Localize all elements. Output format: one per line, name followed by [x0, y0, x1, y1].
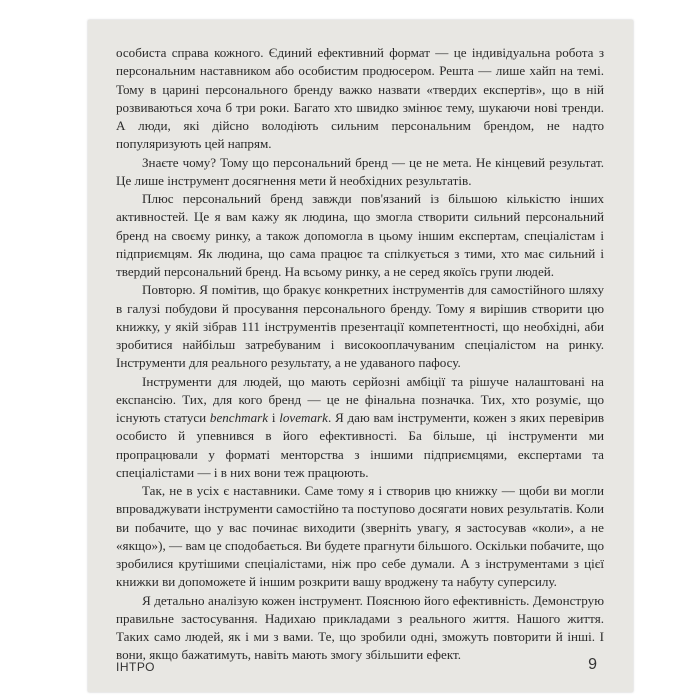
book-page [88, 20, 633, 692]
paragraph-6: Так, не в усіх є наставники. Саме тому я і створив цю книжку — щоби ви могли впроваджувати інструменти самостійно та поступово досягати нових результатів. Коли ви побачите, що у вас починає виходити (зверніть увагу, я застосував «коли», а не «якщо»), — вам це сподобається. Ви будете прагнути більшого. Оскільки побачите, що зробилися крутішими спеціалістами, ніж про себе думали. А з інструментами з цієї книжки ви допоможете й іншим розкрити вашу вроджену та набуту суперсилу. [116, 483, 604, 590]
paragraph-7: Я детально аналізую кожен інструмент. Пояснюю його ефективність. Демонструю правильне застосування. Надихаю прикладами з реального життя. Нашого життя. Таких само людей, як і ми з вами. Те, що зробили одні, зможуть повторити й інші. І вони, якщо бажатимуть, навіть мають змогу збільшити ефект. [116, 592, 604, 663]
page-number: 9 [588, 656, 597, 673]
paragraph-5: Інструменти для людей, що мають серйозні амбіції та рішуче налаштовані на експансію. Тих, для кого бренд — це не фінальна позначка. Тих, хто розуміє, що існують статуси benchmark і lovemark. Я даю вам інструменти, кожен з яких перевірив особисто й упевнився в його ефективності. Ба більше, ці інструменти ми пропрацювали у форматі менторства з іншими підприємцями, експертами та спеціалістами — і в них вони теж працюють. [116, 373, 605, 480]
paragraph-3: Плюс персональний бренд завжди пов'язаний із більшою кількістю інших активностей. Це я вам кажу як людина, що змогла створити сильний персональний бренд на своєму ринку, а також допомогла в цьому іншим експертам, спеціалістам і підприємцям. Як людина, що сама працює та спілкується з тими, хто має сильний і твердий персональний бренд. На всьому ринку, а не серед якоїсь групи людей. [116, 191, 604, 279]
paragraph-2: Знаєте чому? Тому що персональний бренд — це не мета. Не кінцевий результат. Це лише інструмент досягнення мети й необхідних результатів. [116, 154, 604, 188]
section-label: ІНТРО [116, 660, 155, 674]
body-text [116, 44, 604, 665]
paragraph-4: Повторю. Я помітив, що бракує конкретних інструментів для самостійного шляху в галузі побудови й просування персонального бренду. Тому я вирішив створити цю книжку, у якій зібрав 111 інструментів презентації компетентності, що необхідні, аби зробитися найбільш затребуваним і високооплачуваним спеціалістом на ринку. Інструменти для реального результату, а не удаваного пафосу. [116, 282, 604, 371]
paragraph-1: особиста справа кожного. Єдиний ефективний формат — це індивідуальна робота з персональним наставником або особистим продюсером. Решта — лише хайп на темі. Тому в царині персонального бренду важко назвати «твердих експертів», що в ній розвиваються хоча б три роки. Багато хто швидко змінює тему, шукаючи нові тренди. А люди, які дійсно володіють сильним персональним брендом, не надто популяризують цей напрям. [116, 45, 604, 152]
